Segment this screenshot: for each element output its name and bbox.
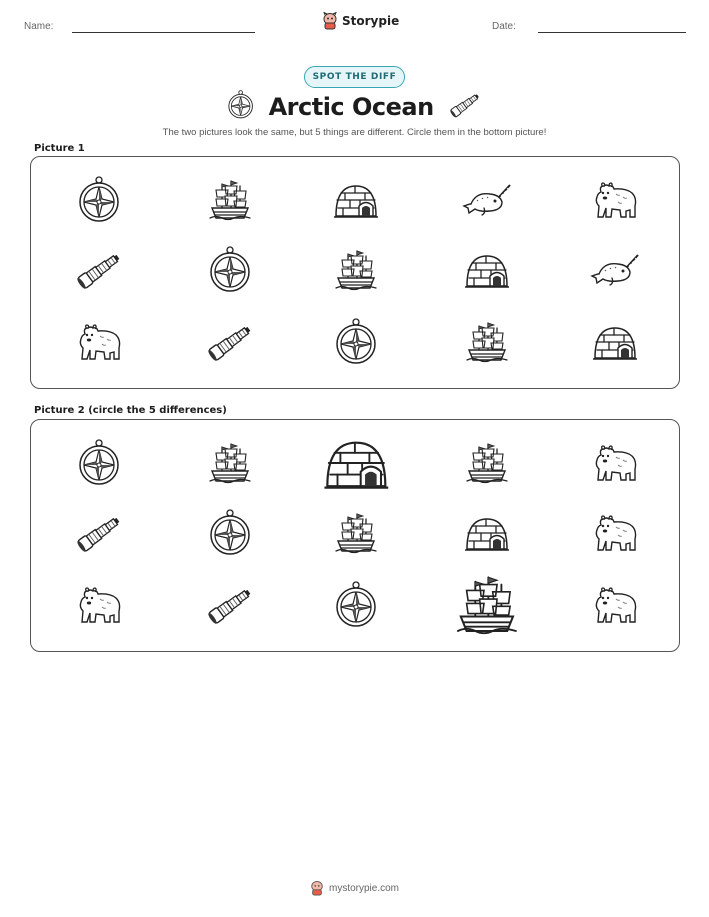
ship-picture[interactable] xyxy=(447,432,527,498)
compass-icon xyxy=(208,246,252,298)
ship-icon xyxy=(465,320,509,368)
compass-picture[interactable] xyxy=(316,311,396,377)
polar-bear-icon xyxy=(74,585,124,629)
igloo-picture[interactable] xyxy=(447,239,527,305)
page-title: Arctic Ocean xyxy=(268,93,434,121)
polar-bear-icon xyxy=(590,513,640,557)
polar-bear-picture[interactable] xyxy=(59,574,139,640)
ship-icon xyxy=(208,441,252,489)
narwhal-icon xyxy=(462,182,512,222)
date-label: Date: xyxy=(492,21,516,32)
narwhal-icon xyxy=(590,252,640,292)
compass-picture[interactable] xyxy=(59,432,139,498)
igloo-icon xyxy=(464,250,510,294)
storypie-mascot-icon xyxy=(322,12,338,30)
spyglass-icon xyxy=(205,322,255,366)
polar-bear-picture[interactable] xyxy=(575,574,655,640)
picture-1-label: Picture 1 xyxy=(34,143,85,154)
compass-icon xyxy=(334,581,378,633)
ship-picture[interactable] xyxy=(447,574,527,640)
spot-the-diff-badge: SPOT THE DIFF xyxy=(304,66,405,88)
compass-picture[interactable] xyxy=(190,502,270,568)
spyglass-icon xyxy=(448,91,482,122)
picture-2-label: Picture 2 (circle the 5 differences) xyxy=(34,405,227,416)
polar-bear-picture[interactable] xyxy=(575,502,655,568)
narwhal-picture[interactable] xyxy=(575,239,655,305)
polar-bear-icon xyxy=(590,443,640,487)
storypie-mascot-icon xyxy=(310,880,324,896)
polar-bear-icon xyxy=(590,180,640,224)
compass-picture[interactable] xyxy=(59,169,139,235)
name-label: Name: xyxy=(24,21,54,32)
spyglass-icon xyxy=(205,585,255,629)
spyglass-picture[interactable] xyxy=(190,574,270,640)
igloo-picture[interactable] xyxy=(447,502,527,568)
name-field[interactable] xyxy=(72,32,255,33)
compass-picture[interactable] xyxy=(316,574,396,640)
polar-bear-icon xyxy=(590,585,640,629)
ship-icon xyxy=(334,511,378,559)
picture-2-panel[interactable] xyxy=(30,419,680,652)
date-field[interactable] xyxy=(538,32,686,33)
compass-picture[interactable] xyxy=(190,239,270,305)
igloo-picture[interactable] xyxy=(316,169,396,235)
spyglass-icon xyxy=(74,513,124,557)
ship-picture[interactable] xyxy=(190,169,270,235)
spyglass-picture[interactable] xyxy=(190,311,270,377)
ship-icon xyxy=(334,248,378,296)
compass-icon xyxy=(334,318,378,370)
footer xyxy=(0,880,709,896)
igloo-picture[interactable] xyxy=(316,432,396,498)
spyglass-icon xyxy=(74,250,124,294)
polar-bear-picture[interactable] xyxy=(575,169,655,235)
ship-icon xyxy=(208,178,252,226)
igloo-picture[interactable] xyxy=(575,311,655,377)
igloo-icon xyxy=(323,434,390,496)
compass-icon xyxy=(227,90,254,124)
title-row xyxy=(0,92,709,122)
igloo-icon xyxy=(592,322,638,366)
ship-icon xyxy=(455,573,519,641)
igloo-icon xyxy=(464,513,510,557)
ship-icon xyxy=(465,441,509,489)
compass-icon xyxy=(208,509,252,561)
spyglass-picture[interactable] xyxy=(59,239,139,305)
compass-icon xyxy=(77,176,121,228)
ship-picture[interactable] xyxy=(316,239,396,305)
brand-name: Storypie xyxy=(342,14,400,28)
spyglass-picture[interactable] xyxy=(59,502,139,568)
igloo-icon xyxy=(333,180,379,224)
ship-picture[interactable] xyxy=(316,502,396,568)
ship-picture[interactable] xyxy=(190,432,270,498)
polar-bear-icon xyxy=(74,322,124,366)
footer-url[interactable]: mystorypie.com xyxy=(328,882,399,894)
storypie-logo xyxy=(322,12,399,30)
ship-picture[interactable] xyxy=(447,311,527,377)
instructions: The two pictures look the same, but 5 things are different. Circle them in the bottom picture! xyxy=(162,127,547,138)
polar-bear-picture[interactable] xyxy=(575,432,655,498)
narwhal-picture[interactable] xyxy=(447,169,527,235)
polar-bear-picture[interactable] xyxy=(59,311,139,377)
picture-2-grid xyxy=(31,420,679,651)
picture-1-grid xyxy=(31,157,679,388)
picture-1-panel xyxy=(30,156,680,389)
compass-icon xyxy=(77,439,121,491)
